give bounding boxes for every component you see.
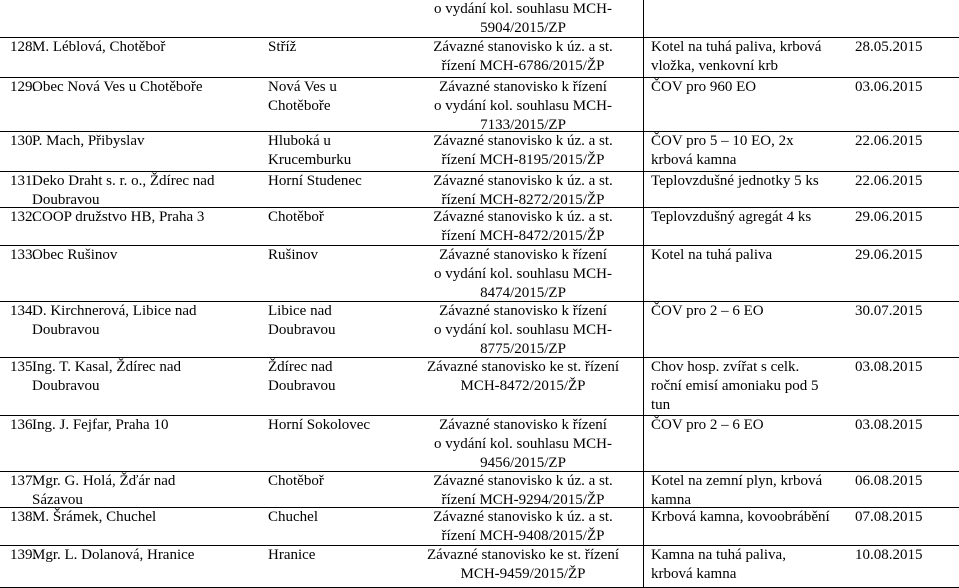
statement-type: Závazné stanovisko ke st. řízení — [426, 359, 620, 375]
subject-description: Kotel na tuhá paliva — [651, 247, 773, 263]
applicant-name: Doubravou — [32, 192, 100, 208]
subject-description: ČOV pro 960 EO — [651, 79, 757, 95]
row-number: 128. — [10, 39, 37, 55]
row-number: 131. — [10, 173, 37, 189]
statement-type: o vydání kol. souhlasu MCH- — [434, 322, 612, 338]
applicant-name: D. Kirchnerová, Libice nad — [32, 303, 197, 319]
issue-date: 28.05.2015 — [855, 39, 923, 55]
applicant-name: M. Léblová, Chotěboř — [32, 39, 166, 55]
location-name: Hranice — [268, 547, 316, 563]
issue-date: 22.06.2015 — [855, 133, 923, 149]
applicant-name: Mgr. G. Holá, Žďár nad — [32, 473, 176, 489]
subject-description: Teplovzdušné jednotky 5 ks — [651, 173, 819, 189]
statement-type: řízení MCH-8472/2015/ŽP — [441, 228, 605, 244]
statement-type: řízení MCH-9408/2015/ŽP — [441, 528, 605, 544]
statement-type: Závazné stanovisko k řízení — [439, 303, 607, 319]
subject-description: Kamna na tuhá paliva, — [651, 547, 786, 563]
issue-date: 03.06.2015 — [855, 79, 923, 95]
applicant-name: Ing. J. Fejfar, Praha 10 — [32, 417, 169, 433]
type-fragment: 5904/2015/ZP — [480, 20, 566, 36]
location-name: Krucemburku — [268, 152, 352, 168]
statement-type: Závazné stanovisko k úz. a st. — [433, 133, 613, 149]
statement-type: 7133/2015/ZP — [480, 117, 566, 133]
statement-type: Závazné stanovisko k řízení — [439, 247, 607, 263]
location-name: Doubravou — [268, 322, 336, 338]
applicant-name: Mgr. L. Dolanová, Hranice — [32, 547, 195, 563]
applicant-name: M. Šrámek, Chuchel — [32, 509, 157, 525]
statement-type: 8775/2015/ZP — [480, 341, 566, 357]
location-name: Chuchel — [268, 509, 318, 525]
subject-description: ČOV pro 5 – 10 EO, 2x — [651, 133, 794, 149]
row-number: 136. — [10, 417, 37, 433]
subject-description: Teplovzdušný agregát 4 ks — [651, 209, 812, 225]
applicant-name: Deko Draht s. r. o., Ždírec nad — [32, 173, 215, 189]
statement-type: Závazné stanovisko ke st. řízení — [426, 547, 620, 563]
statement-type: řízení MCH-8195/2015/ŽP — [441, 152, 605, 168]
statement-type: Závazné stanovisko k řízení — [439, 79, 607, 95]
applicant-name: Obec Nová Ves u Chotěboře — [32, 79, 203, 95]
applicant-name: Sázavou — [32, 492, 83, 508]
applicant-name: P. Mach, Přibyslav — [32, 133, 145, 149]
subject-description: Krbová kamna, kovoobrábění — [651, 509, 830, 525]
applicant-name: Ing. T. Kasal, Ždírec nad — [32, 359, 181, 375]
issue-date: 03.08.2015 — [855, 417, 923, 433]
issue-date: 07.08.2015 — [855, 509, 923, 525]
subject-description: krbová kamna — [651, 152, 737, 168]
location-name: Libice nad — [268, 303, 332, 319]
row-number: 138. — [10, 509, 37, 525]
issue-date: 22.06.2015 — [855, 173, 923, 189]
statement-type: Závazné stanovisko k úz. a st. — [433, 473, 613, 489]
issue-date: 06.08.2015 — [855, 473, 923, 489]
row-number: 130. — [10, 133, 37, 149]
statement-type: Závazné stanovisko k úz. a st. — [433, 209, 613, 225]
location-name: Horní Studenec — [268, 173, 362, 189]
row-number: 135. — [10, 359, 37, 375]
statement-type: 8474/2015/ZP — [480, 285, 566, 301]
location-name: Stříž — [268, 39, 297, 55]
subject-description: ČOV pro 2 – 6 EO — [651, 303, 764, 319]
subject-description: tun — [651, 397, 671, 413]
location-name: Horní Sokolovec — [268, 417, 371, 433]
statement-type: 9456/2015/ZP — [480, 455, 566, 471]
location-name: Ždírec nad — [268, 359, 333, 375]
type-fragment: o vydání kol. souhlasu MCH- — [434, 1, 612, 17]
issue-date: 30.07.2015 — [855, 303, 923, 319]
issue-date: 10.08.2015 — [855, 547, 923, 563]
applicant-name: Obec Rušinov — [32, 247, 118, 263]
location-name: Nová Ves u — [268, 79, 337, 95]
applicant-name: COOP družstvo HB, Praha 3 — [32, 209, 205, 225]
row-number: 139. — [10, 547, 37, 563]
statement-type: Závazné stanovisko k úz. a st. — [433, 509, 613, 525]
row-number: 133. — [10, 247, 37, 263]
issue-date: 03.08.2015 — [855, 359, 923, 375]
subject-description: roční emisí amoniaku pod 5 — [651, 378, 819, 394]
location-name: Chotěboř — [268, 473, 324, 489]
statement-type: o vydání kol. souhlasu MCH- — [434, 98, 612, 114]
statement-type: MCH-9459/2015/ŽP — [460, 566, 586, 582]
statement-type: řízení MCH-6786/2015/ŽP — [441, 58, 605, 74]
issue-date: 29.06.2015 — [855, 209, 923, 225]
location-name: Hluboká u — [268, 133, 331, 149]
statement-type: řízení MCH-8272/2015/ŽP — [441, 192, 605, 208]
statement-type: Závazné stanovisko k úz. a st. — [433, 173, 613, 189]
statement-type: Závazné stanovisko k úz. a st. — [433, 39, 613, 55]
subject-description: vložka, venkovní krb — [651, 58, 779, 74]
location-name: Doubravou — [268, 378, 336, 394]
location-name: Rušinov — [268, 247, 319, 263]
applicant-name: Doubravou — [32, 378, 100, 394]
row-number: 137. — [10, 473, 37, 489]
location-name: Chotěboře — [268, 98, 331, 114]
subject-description: Kotel na zemní plyn, krbová — [651, 473, 823, 489]
statement-type: řízení MCH-9294/2015/ŽP — [441, 492, 605, 508]
issue-date: 29.06.2015 — [855, 247, 923, 263]
statement-type: o vydání kol. souhlasu MCH- — [434, 436, 612, 452]
row-number: 132. — [10, 209, 37, 225]
subject-description: kamna — [651, 492, 691, 508]
row-number: 134. — [10, 303, 37, 319]
statement-type: Závazné stanovisko k řízení — [439, 417, 607, 433]
statement-type: o vydání kol. souhlasu MCH- — [434, 266, 612, 282]
subject-description: Chov hosp. zvířat s celk. — [651, 359, 800, 375]
row-number: 129. — [10, 79, 37, 95]
statement-type: MCH-8472/2015/ŽP — [460, 378, 586, 394]
applicant-name: Doubravou — [32, 322, 100, 338]
subject-description: Kotel na tuhá paliva, krbová — [651, 39, 822, 55]
subject-description: krbová kamna — [651, 566, 737, 582]
location-name: Chotěboř — [268, 209, 324, 225]
subject-description: ČOV pro 2 – 6 EO — [651, 417, 764, 433]
